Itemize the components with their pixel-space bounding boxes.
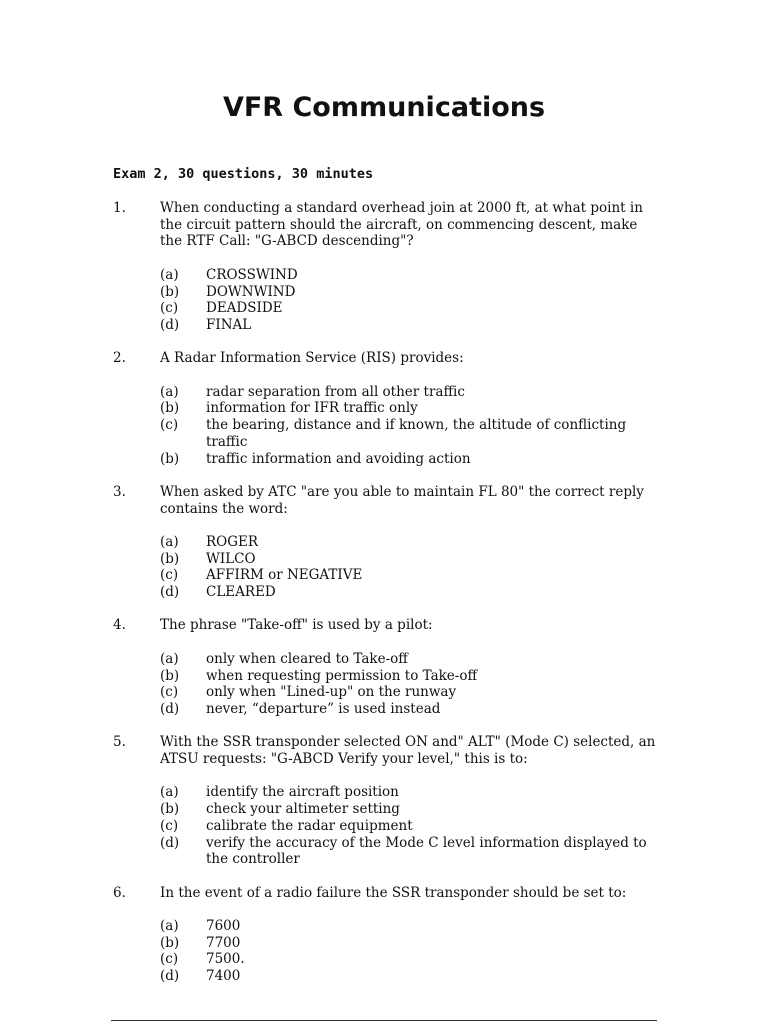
option-text: 7700 bbox=[206, 934, 241, 951]
answer-option bbox=[0, 951, 768, 968]
option-text: when requesting permission to Take-off bbox=[206, 667, 478, 684]
exam-info: Exam 2, 30 questions, 30 minutes bbox=[113, 166, 374, 182]
answer-option bbox=[0, 267, 768, 284]
option-text: information for IFR traffic only bbox=[206, 400, 418, 417]
option-letter: (d) bbox=[160, 968, 180, 985]
option-letter: (c) bbox=[160, 300, 179, 317]
question-item bbox=[0, 350, 768, 467]
answer-option bbox=[0, 835, 768, 868]
answer-option bbox=[0, 567, 768, 584]
option-text: 7500. bbox=[206, 951, 245, 968]
option-letter: (d) bbox=[160, 834, 180, 851]
answer-option bbox=[0, 317, 768, 334]
option-text: only when cleared to Take-off bbox=[206, 650, 408, 667]
answer-option bbox=[0, 534, 768, 551]
answer-option bbox=[0, 684, 768, 701]
option-letter: (b) bbox=[160, 801, 180, 818]
option-text: only when "Lined-up" on the runway bbox=[206, 684, 457, 701]
document-title: VFR Communications bbox=[222, 92, 546, 123]
answer-option bbox=[0, 668, 768, 685]
option-text: CROSSWIND bbox=[206, 266, 298, 283]
question-list bbox=[0, 200, 768, 1002]
answer-options bbox=[0, 534, 768, 601]
option-text: identify the aircraft position bbox=[206, 784, 399, 801]
option-text: 7400 bbox=[206, 968, 241, 985]
answer-option bbox=[0, 584, 768, 601]
answer-option bbox=[0, 417, 768, 450]
option-letter: (a) bbox=[160, 383, 179, 400]
option-text: AFFIRM or NEGATIVE bbox=[206, 567, 363, 584]
question-text: The phrase "Take-off" is used by a pilot: bbox=[160, 617, 433, 634]
answer-options bbox=[0, 784, 768, 868]
question-text: With the SSR transponder selected ON and" ALT" (Mode C) selected, an ATSU requests: "G-ABCD Verify your level," this is to: bbox=[160, 734, 656, 768]
option-letter: (d) bbox=[160, 316, 180, 333]
answer-option bbox=[0, 818, 768, 835]
question-number: 1. bbox=[113, 200, 126, 216]
option-letter: (c) bbox=[160, 817, 179, 834]
option-text: the bearing, distance and if known, the altitude of conflicting traffic bbox=[206, 417, 627, 450]
option-text: traffic information and avoiding action bbox=[206, 450, 471, 467]
option-letter: (c) bbox=[160, 951, 179, 968]
option-letter: (a) bbox=[160, 918, 179, 935]
option-text: WILCO bbox=[206, 550, 256, 567]
answer-option bbox=[0, 284, 768, 301]
answer-option bbox=[0, 551, 768, 568]
answer-options bbox=[0, 918, 768, 985]
option-letter: (c) bbox=[160, 684, 179, 701]
option-letter: (d) bbox=[160, 584, 180, 601]
question-item bbox=[0, 885, 768, 985]
option-letter: (b) bbox=[160, 667, 180, 684]
option-letter: (a) bbox=[160, 650, 179, 667]
option-text: 7600 bbox=[206, 918, 241, 935]
option-text: radar separation from all other traffic bbox=[206, 383, 465, 400]
option-text: ROGER bbox=[206, 533, 259, 550]
option-text: verify the accuracy of the Mode C level information displayed to the controller bbox=[206, 834, 647, 868]
option-letter: (b) bbox=[160, 400, 180, 417]
footer-divider bbox=[111, 1020, 657, 1021]
answer-option bbox=[0, 701, 768, 718]
question-number: 6. bbox=[113, 884, 126, 901]
question-item bbox=[0, 734, 768, 868]
answer-option bbox=[0, 300, 768, 317]
answer-option bbox=[0, 968, 768, 985]
option-text: DOWNWIND bbox=[206, 283, 296, 300]
question-item bbox=[0, 484, 768, 601]
answer-option bbox=[0, 918, 768, 935]
answer-options bbox=[0, 267, 768, 334]
question-text: In the event of a radio failure the SSR transponder should be set to: bbox=[160, 884, 627, 901]
option-letter: (b) bbox=[160, 283, 180, 300]
option-letter: (b) bbox=[160, 450, 180, 467]
answer-option bbox=[0, 784, 768, 801]
option-letter: (a) bbox=[160, 266, 179, 283]
answer-option bbox=[0, 451, 768, 468]
option-text: calibrate the radar equipment bbox=[206, 817, 413, 834]
option-letter: (a) bbox=[160, 784, 179, 801]
answer-option bbox=[0, 651, 768, 668]
answer-option bbox=[0, 384, 768, 401]
answer-option bbox=[0, 801, 768, 818]
answer-options bbox=[0, 384, 768, 468]
option-text: check your altimeter setting bbox=[206, 801, 400, 818]
option-letter: (b) bbox=[160, 934, 180, 951]
question-text: When conducting a standard overhead join at 2000 ft, at what point in the circuit pattern should the aircraft, on commencing descent, make the RTF Call: "G-ABCD descending"? bbox=[160, 200, 643, 250]
option-letter: (d) bbox=[160, 700, 180, 717]
option-text: FINAL bbox=[206, 316, 252, 333]
option-letter: (c) bbox=[160, 417, 179, 434]
option-letter: (a) bbox=[160, 533, 179, 550]
question-number: 2. bbox=[113, 350, 126, 367]
question-text: When asked by ATC "are you able to maintain FL 80" the correct reply contains the word: bbox=[160, 483, 644, 517]
option-text: CLEARED bbox=[206, 584, 276, 601]
question-item bbox=[0, 617, 768, 717]
question-number: 3. bbox=[113, 483, 126, 500]
option-letter: (c) bbox=[160, 567, 179, 584]
answer-options bbox=[0, 651, 768, 718]
option-text: never, “departure” is used instead bbox=[206, 700, 441, 717]
option-letter: (b) bbox=[160, 550, 180, 567]
question-item bbox=[0, 200, 768, 334]
answer-option bbox=[0, 935, 768, 952]
answer-option bbox=[0, 400, 768, 417]
question-text: A Radar Information Service (RIS) provides: bbox=[160, 350, 464, 367]
question-number: 5. bbox=[113, 734, 126, 751]
option-text: DEADSIDE bbox=[206, 300, 283, 317]
question-number: 4. bbox=[113, 617, 126, 634]
